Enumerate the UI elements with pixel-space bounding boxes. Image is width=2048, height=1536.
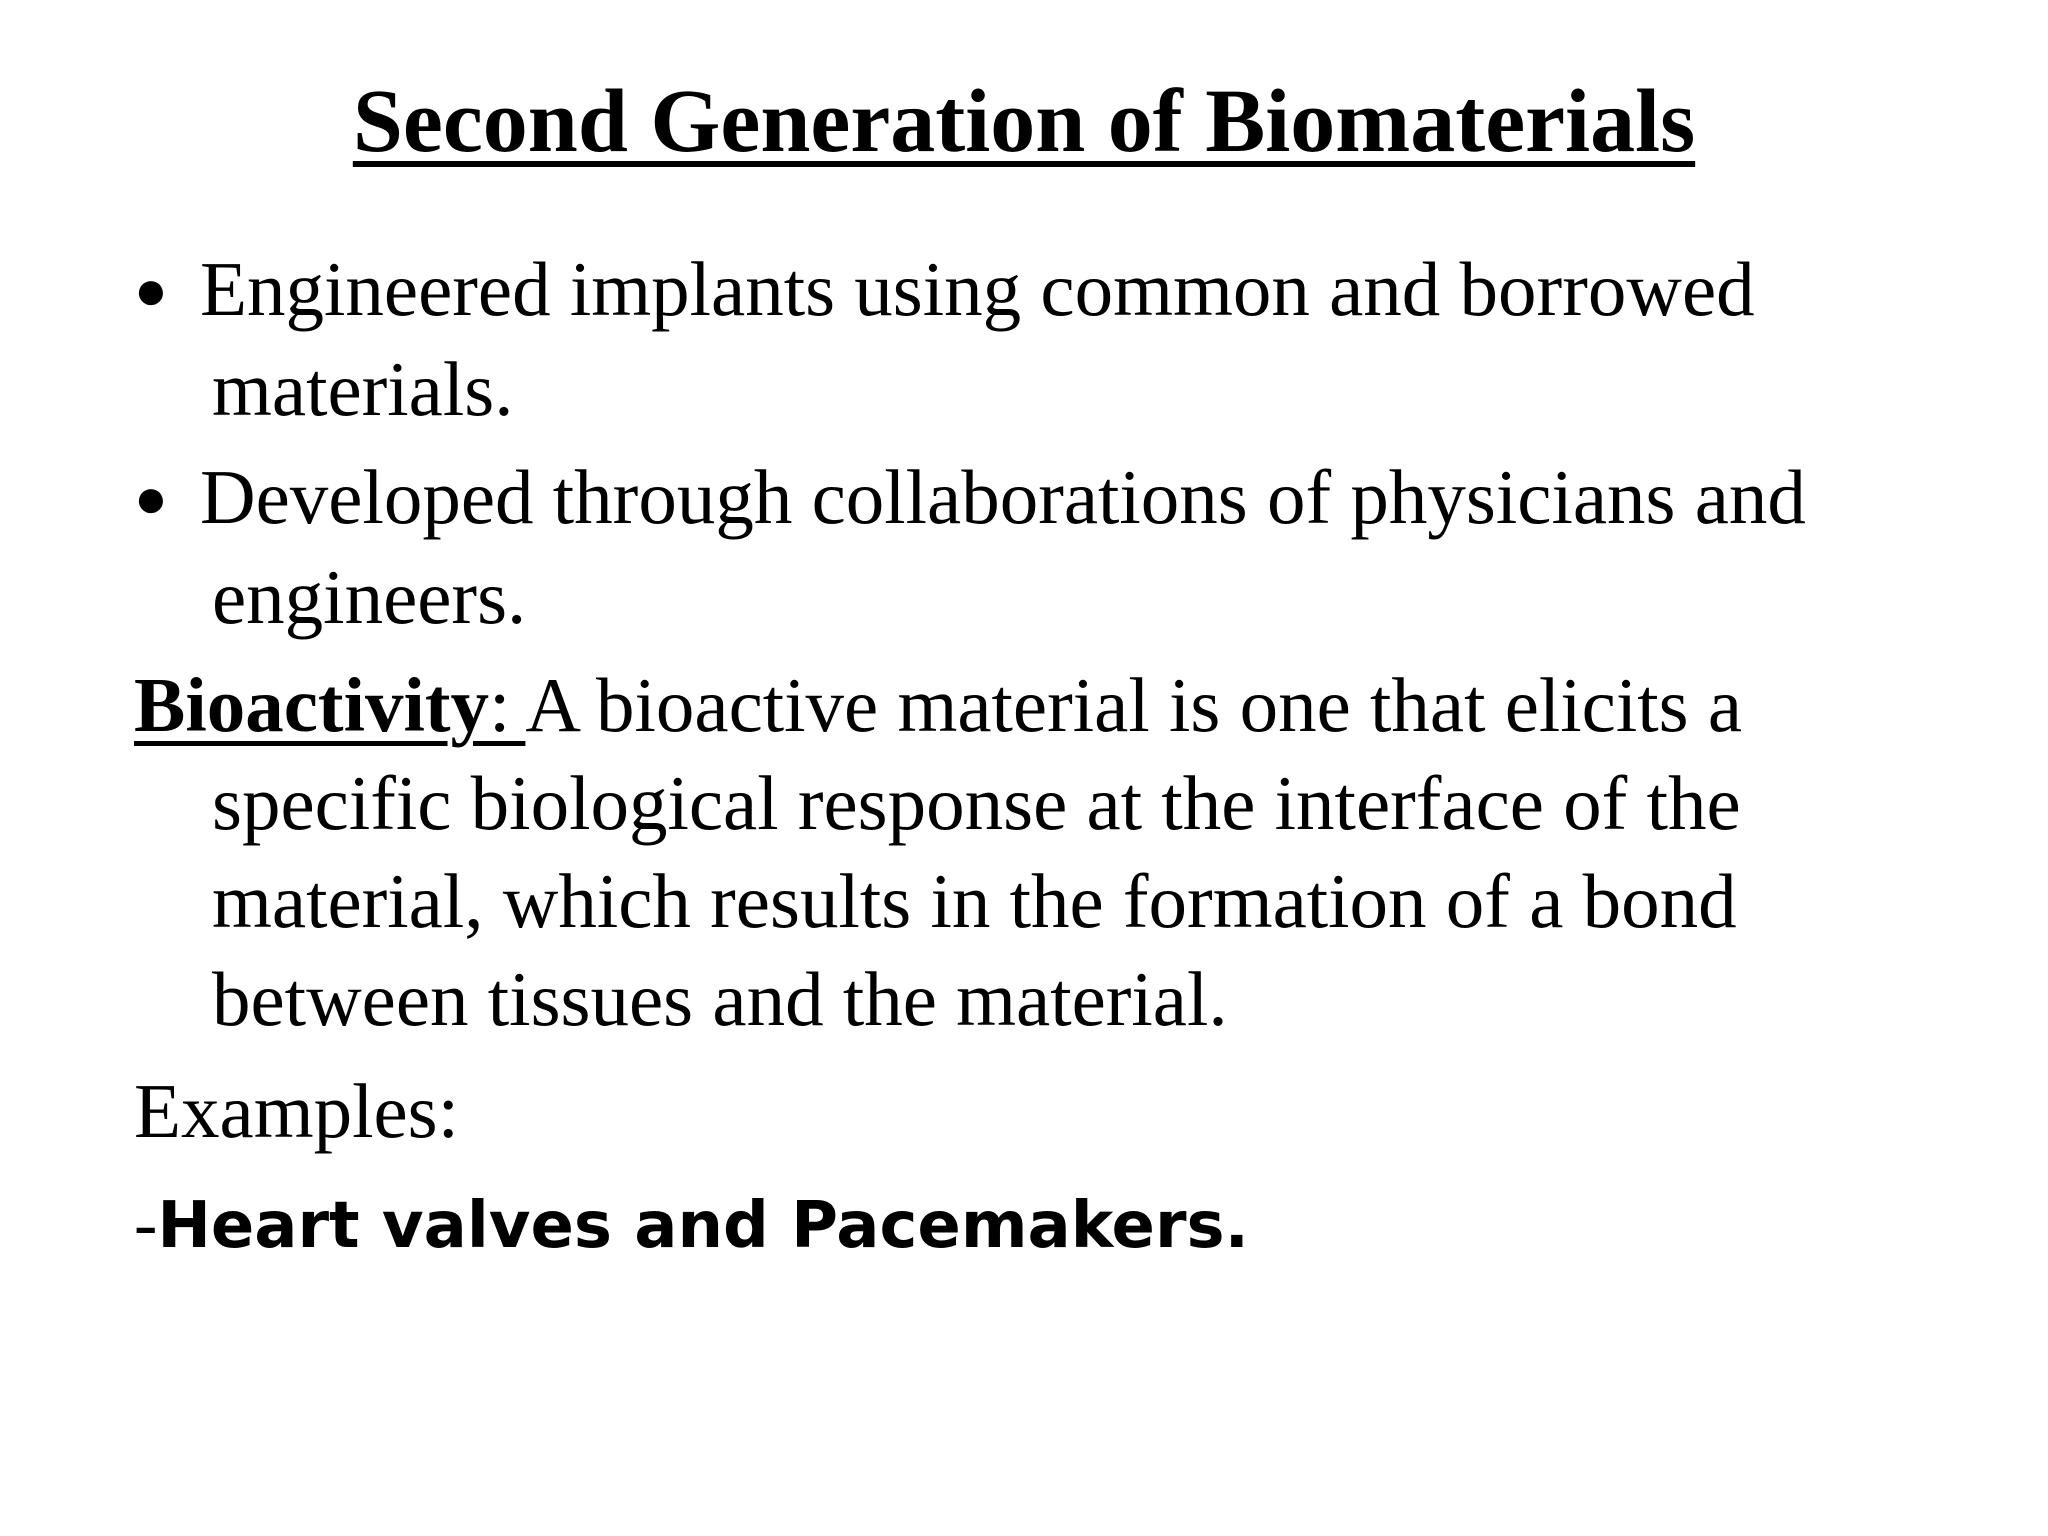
bullet-text: Developed through collaborations of physicians and engineers.: [200, 454, 1806, 640]
example-prefix: -: [134, 1186, 158, 1263]
slide-content: [134, 240, 1934, 1275]
bullet-item: [134, 448, 1934, 646]
definition-term: Bioactivity: [134, 662, 489, 748]
example-item: [134, 1176, 1934, 1275]
definition-paragraph: [134, 656, 1934, 1048]
slide-title: [0, 70, 2048, 174]
bullet-item: [134, 240, 1934, 438]
bullet-text: Engineered implants using common and borrowed materials.: [200, 246, 1755, 432]
example-text: Heart valves and Pacemakers.: [157, 1189, 1249, 1263]
definition-separator: :: [489, 662, 526, 748]
examples-label: Examples:: [134, 1068, 460, 1154]
definition-text: A bioactive material is one that elicits a specific biological response at the interface of the material, which results in the formation of a bond between tissues and the material.: [212, 662, 1743, 1042]
slide-title-text: Second Generation of Biomaterials: [352, 72, 1696, 171]
bullet-icon: ●: [134, 260, 168, 322]
bullet-icon: ●: [134, 468, 168, 530]
